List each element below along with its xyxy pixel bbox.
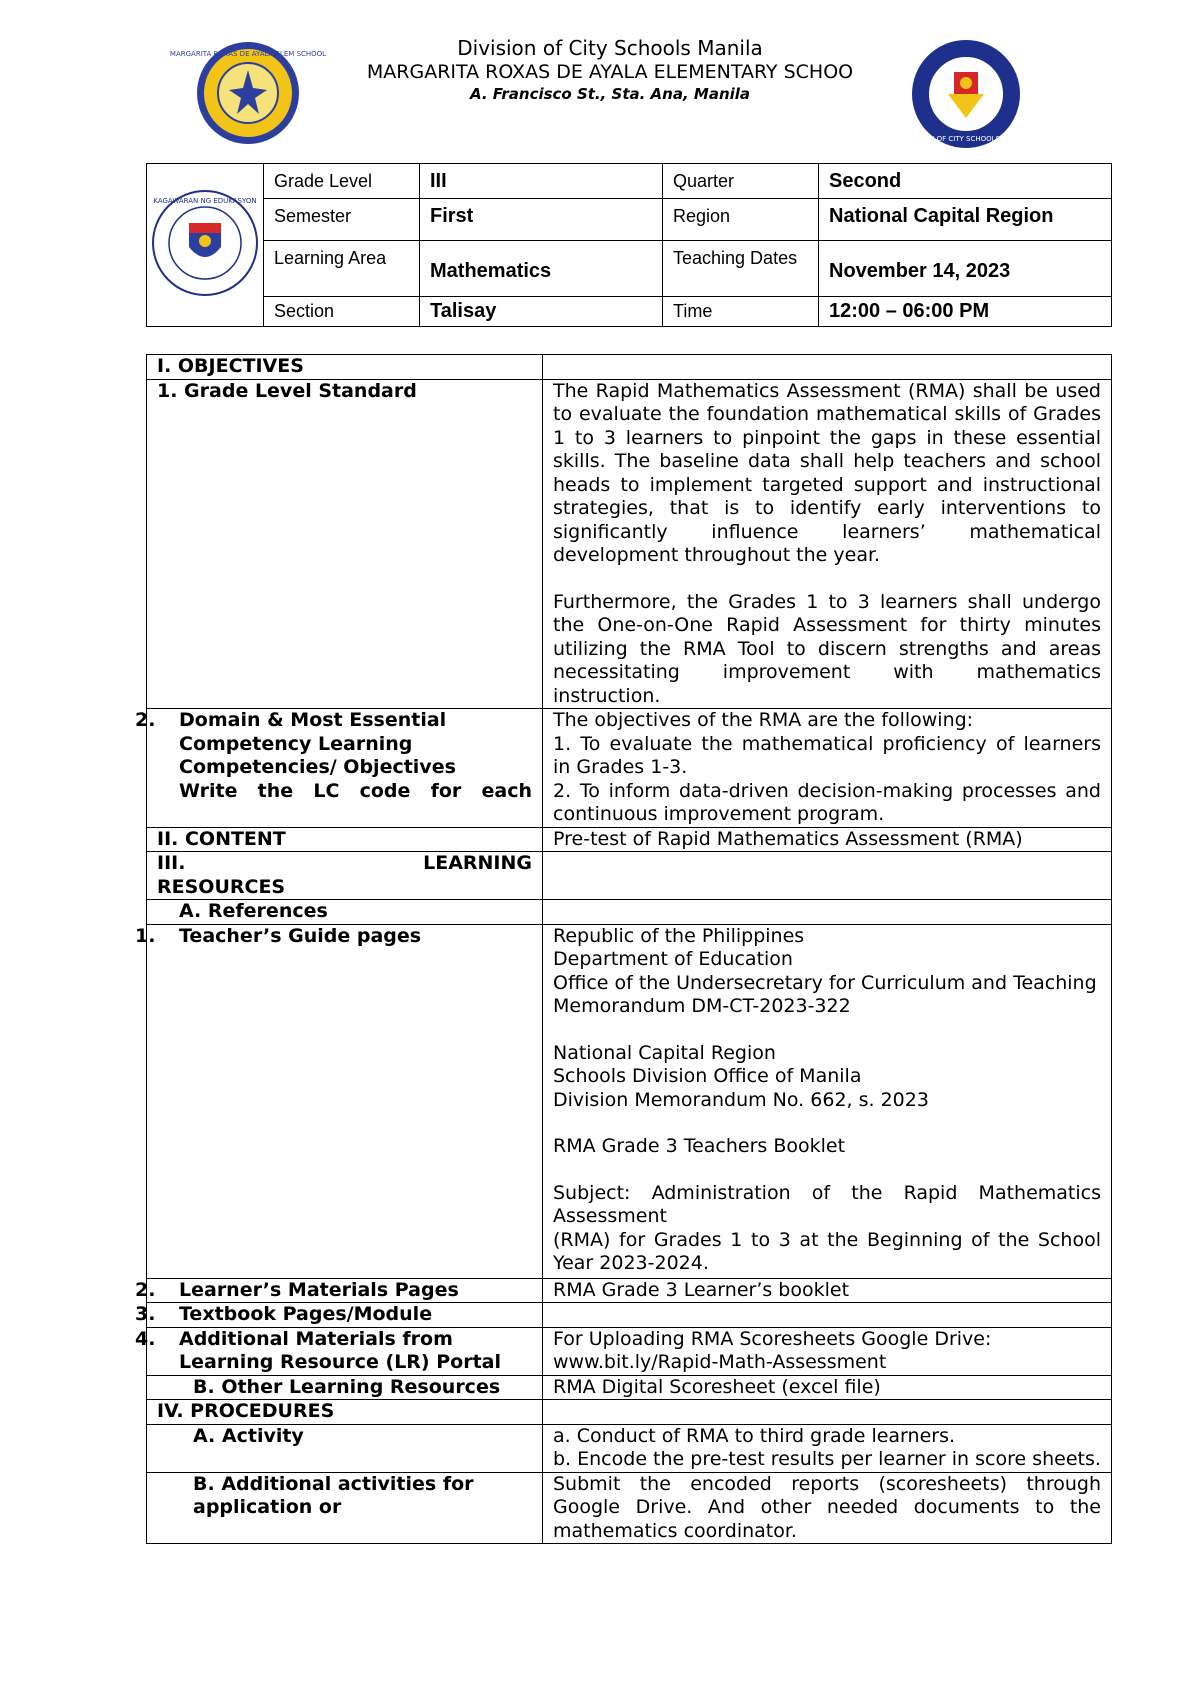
other-learning-resources-label: B. Other Learning Resources	[147, 1375, 543, 1400]
grade-level-value: III	[420, 164, 663, 199]
references-empty	[543, 900, 1112, 925]
semester-value: First	[420, 199, 663, 241]
activity-value	[543, 1424, 1112, 1472]
time-label: Time	[663, 297, 819, 327]
teaching-dates-value: November 14, 2023	[819, 241, 1112, 297]
textbook-value-empty	[543, 1303, 1112, 1328]
school-address: A. Francisco St., Sta. Ana, Manila	[469, 85, 751, 103]
document-header	[0, 0, 1200, 160]
region-label: Region	[663, 199, 819, 241]
school-seal-text: MARGARITA ROXAS DE AYALA ELEM SCHOOL	[169, 50, 327, 58]
division-name: Division of City Schools Manila	[457, 36, 763, 60]
section-value: Talisay	[420, 297, 663, 327]
other-learning-resources-value: RMA Digital Scoresheet (excel file)	[543, 1375, 1112, 1400]
textbook-label	[135, 1303, 543, 1328]
learners-materials-number: 2.	[135, 1278, 156, 1301]
additional-materials-label	[135, 1327, 543, 1375]
teachers-guide-value	[543, 924, 1112, 1278]
resources-heading-numeral: III.	[157, 852, 186, 874]
gls-paragraph-2: Furthermore, the Grades 1 to 3 learners shall undergo the One-on-One Rapid Assessment for thirty minutes utilizing the RMA Tool to discern strengths and areas necessitating improvement with mathematics instruction.	[553, 590, 1101, 707]
activity-item-a: a. Conduct of RMA to third grade learners.	[553, 1424, 956, 1447]
time-value: 12:00 – 06:00 PM	[819, 297, 1112, 327]
textbook-number: 3.	[135, 1303, 156, 1325]
procedures-empty	[543, 1400, 1112, 1425]
procedures-heading: IV. PROCEDURES	[147, 1400, 543, 1425]
region-value: National Capital Region	[819, 199, 1112, 241]
quarter-label: Quarter	[663, 164, 819, 199]
content-heading: II. CONTENT	[147, 827, 543, 852]
domain-item-2: 2. To inform data-driven decision-making processes and continuous improvement program.	[553, 779, 1101, 825]
tg-line: National Capital Region	[553, 1041, 776, 1064]
teachers-guide-number: 1.	[135, 924, 156, 947]
domain-note: Write the LC code for each	[179, 779, 532, 802]
domain-label-text: Domain & Most Essential Competency Learning Competencies/ Objectives	[179, 709, 456, 778]
learners-materials-label	[135, 1278, 543, 1303]
activity-item-b: b. Encode the pre-test results per learner in score sheets.	[553, 1448, 1101, 1470]
quarter-value: Second	[819, 164, 1112, 199]
learning-resources-empty	[543, 852, 1112, 900]
domain-item-1: 1. To evaluate the mathematical proficiency of learners in Grades 1-3.	[553, 732, 1101, 778]
additional-activities-label: B. Additional activities for application or	[147, 1472, 543, 1544]
school-seal-logo	[169, 40, 327, 146]
school-heading	[300, 36, 920, 104]
objectives-heading: I. OBJECTIVES	[147, 355, 543, 380]
section-label: Section	[264, 297, 420, 327]
learning-area-label: Learning Area	[264, 241, 420, 297]
tg-line: Division Memorandum No. 662, s. 2023	[553, 1088, 929, 1111]
tg-line: Office of the Undersecretary for Curriculum and Teaching	[553, 971, 1097, 994]
grade-level-label: Grade Level	[264, 164, 420, 199]
teachers-guide-label-text: Teacher’s Guide pages	[179, 924, 422, 947]
learners-materials-value: RMA Grade 3 Learner’s booklet	[543, 1278, 1112, 1303]
additional-materials-label-text: Additional Materials from Learning Resource (LR) Portal	[179, 1327, 501, 1373]
resources-heading-word-2: RESOURCES	[157, 875, 286, 898]
learning-resources-heading	[147, 852, 543, 900]
tg-line: Memorandum DM-CT-2023-322	[553, 995, 851, 1017]
resources-heading-word: LEARNING	[423, 852, 532, 874]
deped-seal-text: KAGAWARAN NG EDUKASYON	[153, 196, 257, 205]
tg-booklet: RMA Grade 3 Teachers Booklet	[553, 1135, 846, 1157]
learners-materials-label-text: Learner’s Materials Pages	[179, 1278, 459, 1301]
upload-instruction: For Uploading RMA Scoresheets Google Drive:	[553, 1327, 992, 1350]
content-value: Pre-test of Rapid Mathematics Assessment (RMA)	[543, 827, 1112, 852]
lesson-info-table	[146, 163, 1112, 327]
gls-paragraph-1: The Rapid Mathematics Assessment (RMA) shall be used to evaluate the foundation mathematical skills of Grades 1 to 3 learners to pinpoint the gaps in these essential skills. The baseline data shall help teachers and school heads to implement targeted support and instructional strategies, that is to identify early interventions to significantly influence learners’ mathematical development throughout the year.	[553, 379, 1101, 566]
objectives-heading-empty	[543, 355, 1112, 380]
additional-materials-value	[543, 1327, 1112, 1375]
learning-area-value: Mathematics	[420, 241, 663, 297]
lesson-plan-table	[135, 354, 1112, 1544]
division-seal-logo	[902, 38, 1030, 150]
domain-competency-value	[543, 709, 1112, 828]
teachers-guide-label	[135, 924, 543, 1278]
references-heading: A. References	[147, 900, 543, 925]
tg-subject-2: (RMA) for Grades 1 to 3 at the Beginning of the School Year 2023-2024.	[553, 1228, 1101, 1274]
domain-number: 2.	[135, 709, 156, 731]
school-name: MARGARITA ROXAS DE AYALA ELEMENTARY SCHOO	[366, 61, 854, 83]
grade-level-standard-label: 1. Grade Level Standard	[147, 379, 543, 709]
semester-label: Semester	[264, 199, 420, 241]
textbook-label-text: Textbook Pages/Module	[179, 1303, 433, 1325]
additional-activities-value: Submit the encoded reports (scoresheets) through Google Drive. And other needed documents to the mathematics coordinator.	[543, 1472, 1112, 1544]
grade-level-standard-value	[543, 379, 1112, 709]
domain-intro: The objectives of the RMA are the following:	[553, 709, 974, 731]
tg-line: Schools Division Office of Manila	[553, 1065, 862, 1087]
tg-subject: Subject: Administration of the Rapid Mathematics Assessment	[553, 1181, 1101, 1227]
activity-label: A. Activity	[147, 1424, 543, 1472]
deped-seal-logo	[147, 185, 263, 301]
division-seal-text: DIVISION OF CITY SCHOOLS MANILA	[902, 135, 1030, 143]
domain-competency-label	[135, 709, 543, 828]
tg-line: Republic of the Philippines	[553, 924, 805, 947]
deped-logo-cell	[147, 164, 264, 327]
tg-line: Department of Education	[553, 948, 793, 970]
teaching-dates-label: Teaching Dates	[663, 241, 819, 297]
additional-materials-number: 4.	[135, 1327, 156, 1350]
upload-link[interactable]: www.bit.ly/Rapid-Math-Assessment	[553, 1351, 887, 1373]
